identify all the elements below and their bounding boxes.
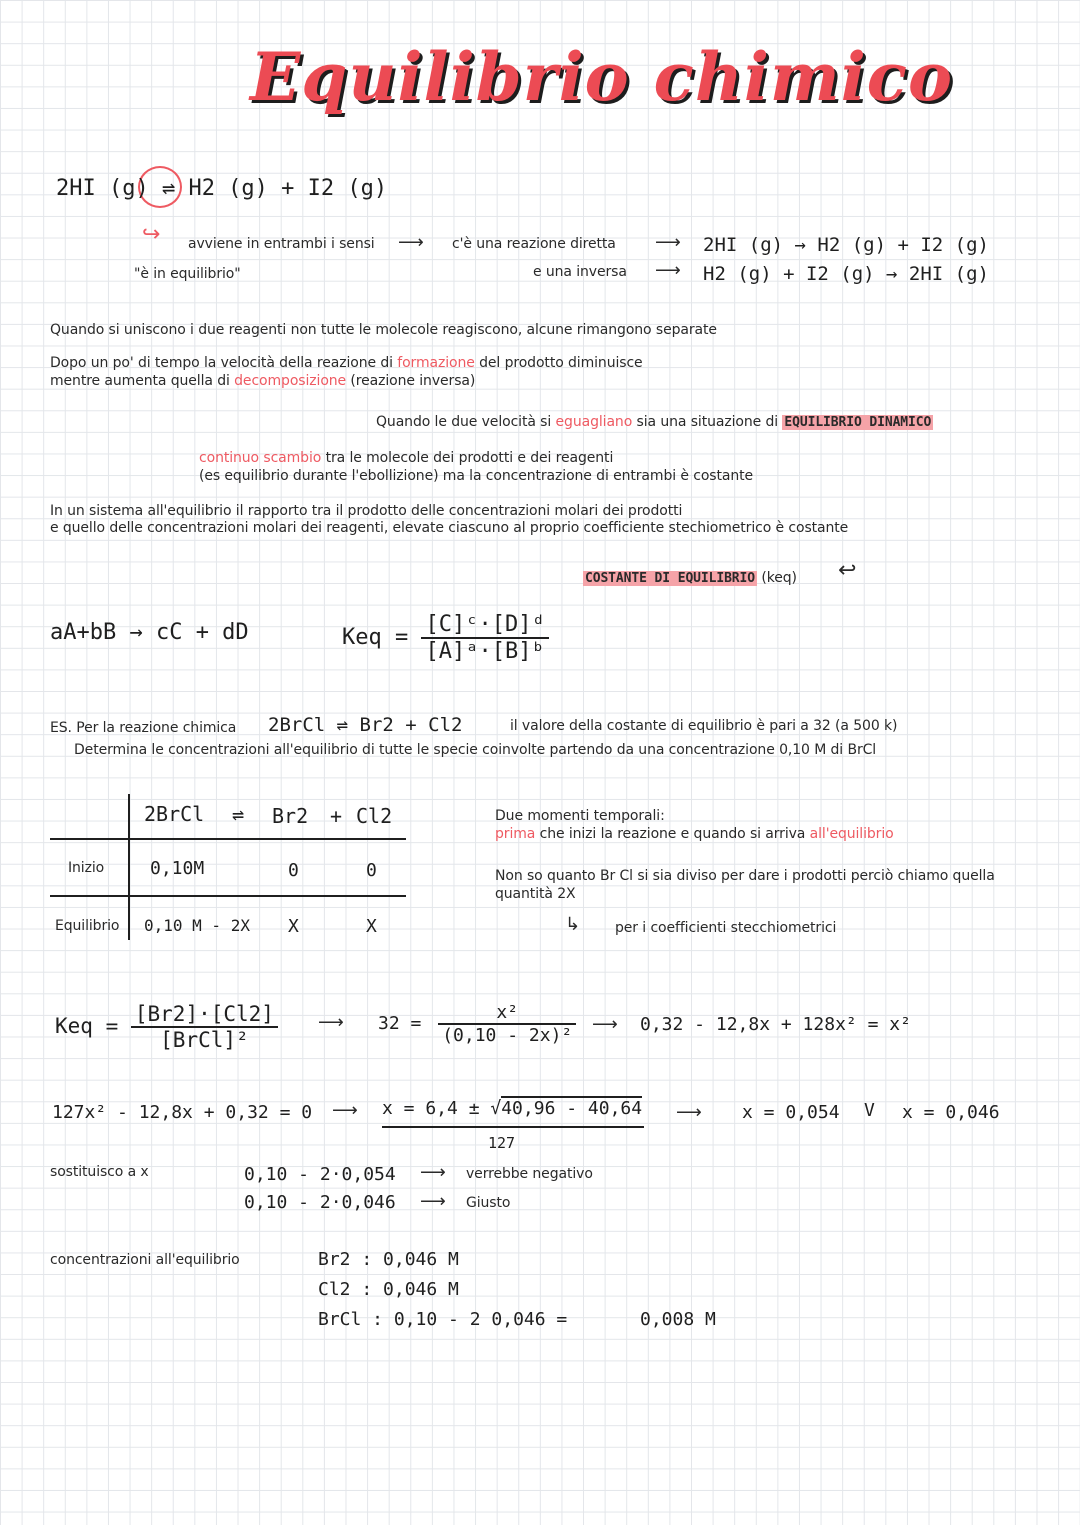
table-cell: X bbox=[366, 916, 377, 937]
direct-equation: 2HI (g) → H2 (g) + I2 (g) bbox=[703, 234, 989, 256]
highlight-dynamic-equilibrium: EQUILIBRIO DINAMICO bbox=[784, 415, 932, 430]
note-in-equilibrium: "è in equilibrio" bbox=[134, 266, 241, 282]
note-split-line1: Non so quanto Br Cl si sia diviso per dare i prodotti perciò chiamo quella bbox=[495, 868, 995, 884]
note-coefficients: per i coefficienti stecchiometrici bbox=[615, 920, 837, 936]
table-cell: 0,10M bbox=[150, 858, 205, 879]
final-br2: Br2 : 0,046 M bbox=[318, 1249, 459, 1270]
subst-result2: Giusto bbox=[466, 1195, 511, 1211]
check-mark: V bbox=[864, 1100, 875, 1121]
text: 32 = bbox=[378, 1013, 422, 1034]
subst-line1: 0,10 - 2·0,054 bbox=[244, 1164, 396, 1185]
text: (keq) bbox=[761, 570, 797, 586]
table-vertical-line bbox=[128, 794, 130, 940]
curved-arrow-icon: ↪ bbox=[142, 222, 161, 247]
root-a: x = 0,054 bbox=[742, 1102, 840, 1123]
table-header-br2: Br2 bbox=[272, 804, 309, 828]
highlight-decomposition: decomposizione bbox=[234, 373, 347, 389]
final-brcl: BrCl : 0,10 - 2 0,046 = bbox=[318, 1309, 568, 1330]
example-line2: Determina le concentrazioni all'equilibrio di tutte le specie coinvolte partendo da una concentrazione 0,10 M di BrCl bbox=[74, 742, 877, 758]
text: del prodotto diminuisce bbox=[474, 355, 643, 371]
numerator: x² bbox=[438, 1002, 576, 1025]
text: mentre aumenta quella di bbox=[50, 373, 235, 389]
text: Quando le due velocità si bbox=[376, 414, 556, 430]
general-reaction: aA+bB → cC + dD bbox=[50, 620, 249, 645]
root-b: x = 0,046 bbox=[902, 1102, 1000, 1123]
denominator: [A]ᵃ·[B]ᵇ bbox=[425, 639, 545, 664]
calc-expanded: 0,32 - 12,8x + 128x² = x² bbox=[640, 1014, 911, 1035]
arrow-icon: ⟶ bbox=[398, 232, 424, 253]
inverse-label: e una inversa bbox=[533, 264, 627, 280]
note-both-directions: avviene in entrambi i sensi bbox=[188, 236, 375, 252]
note-split-line2: quantità 2X bbox=[495, 886, 576, 902]
arrow-icon: ⟶ bbox=[420, 1162, 446, 1183]
table-row-label: Inizio bbox=[68, 860, 105, 876]
text: tra le molecole dei prodotti e dei reagenti bbox=[321, 450, 614, 466]
fraction bbox=[438, 1002, 576, 1046]
curved-arrow-icon: ↩ bbox=[838, 558, 857, 583]
arrow-icon: ⟶ bbox=[676, 1102, 702, 1123]
paragraph-exchange-line1 bbox=[199, 450, 613, 466]
note-temporal-title: Due momenti temporali: bbox=[495, 808, 665, 824]
hi-equation: 2HI (g) ⇌ H2 (g) + I2 (g) bbox=[56, 176, 388, 201]
text: x = 6,4 ± √ bbox=[382, 1098, 502, 1119]
example-suffix: il valore della costante di equilibrio è pari a 32 (a 500 k) bbox=[510, 718, 898, 734]
table-header-arrow: ⇌ bbox=[232, 802, 245, 826]
final-cl2: Cl2 : 0,046 M bbox=[318, 1279, 459, 1300]
highlight-exchange: continuo scambio bbox=[199, 450, 322, 466]
calc-quadratic: 127x² - 12,8x + 0,32 = 0 bbox=[52, 1102, 313, 1123]
arrow-icon: ⟶ bbox=[592, 1014, 618, 1035]
final-brcl-value: 0,008 M bbox=[640, 1309, 716, 1330]
denominator: (0,10 - 2x)² bbox=[442, 1025, 573, 1046]
text: sia una situazione di bbox=[632, 414, 783, 430]
denominator: [BrCl]² bbox=[160, 1028, 249, 1052]
table-cell: 0 bbox=[288, 860, 299, 881]
subst-result1: verrebbe negativo bbox=[466, 1166, 593, 1182]
keq-label bbox=[583, 570, 797, 586]
numerator: [C]ᶜ·[D]ᵈ bbox=[421, 612, 548, 639]
calc-solution-den: 127 bbox=[488, 1134, 516, 1152]
arrow-icon: ⟶ bbox=[420, 1191, 446, 1212]
highlight-equilibrium: all'equilibrio bbox=[809, 826, 894, 842]
table-horizontal-line bbox=[50, 895, 406, 897]
direct-label: c'è una reazione diretta bbox=[452, 236, 616, 252]
page-title: Equilibrio chimico bbox=[250, 38, 954, 116]
text: Dopo un po' di tempo la velocità della reazione di bbox=[50, 355, 398, 371]
fraction-bar bbox=[382, 1126, 644, 1128]
fraction bbox=[131, 1002, 278, 1052]
final-label: concentrazioni all'equilibrio bbox=[50, 1252, 240, 1268]
calc-solution bbox=[382, 1098, 642, 1119]
paragraph-dynamic-equilibrium bbox=[376, 414, 933, 430]
table-horizontal-line bbox=[50, 838, 406, 840]
paragraph-speed-line2 bbox=[50, 373, 475, 389]
table-cell: X bbox=[288, 916, 299, 937]
calc-keq bbox=[55, 1002, 278, 1052]
subst-label: sostituisco a x bbox=[50, 1164, 149, 1180]
numerator: [Br2]·[Cl2] bbox=[131, 1002, 278, 1028]
table-header-plus: + bbox=[330, 804, 343, 828]
table-header-brcl: 2BrCl bbox=[144, 802, 205, 826]
paragraph-ratio-line2: e quello delle concentrazioni molari dei reagenti, elevate ciascuno al proprio coefficiente stechiometrico è costante bbox=[50, 520, 849, 536]
arrow-icon: ↳ bbox=[565, 914, 581, 935]
fraction bbox=[421, 612, 548, 664]
example-prefix: ES. Per la reazione chimica bbox=[50, 720, 237, 736]
subst-line2: 0,10 - 2·0,046 bbox=[244, 1192, 396, 1213]
paragraph-molecules: Quando si uniscono i due reagenti non tutte le molecole reagiscono, alcune rimangono separate bbox=[50, 322, 717, 338]
note-temporal-line bbox=[495, 826, 894, 842]
arrow-icon: ⟶ bbox=[332, 1100, 358, 1121]
general-keq bbox=[342, 612, 549, 664]
text: Keq = bbox=[55, 1014, 119, 1038]
table-header-cl2: Cl2 bbox=[356, 804, 393, 828]
text: che inizi la reazione e quando si arriva bbox=[535, 826, 810, 842]
arrow-icon: ⟶ bbox=[655, 260, 681, 281]
highlight-prima: prima bbox=[495, 826, 536, 842]
text: Keq = bbox=[342, 625, 409, 650]
highlight-formation: formazione bbox=[397, 355, 475, 371]
paragraph-speed-line1 bbox=[50, 355, 643, 371]
table-row-label: Equilibrio bbox=[55, 918, 120, 934]
arrow-icon: ⟶ bbox=[655, 232, 681, 253]
highlight-keq: COSTANTE DI EQUILIBRIO bbox=[585, 571, 755, 586]
arrow-icon: ⟶ bbox=[318, 1012, 344, 1033]
paragraph-ratio-line1: In un sistema all'equilibrio il rapporto tra il prodotto delle concentrazioni molari dei prodotti bbox=[50, 503, 683, 519]
paragraph-exchange-line2: (es equilibrio durante l'ebollizione) ma la concentrazione di entrambi è costante bbox=[199, 468, 754, 484]
highlight-equal: eguagliano bbox=[555, 414, 633, 430]
table-cell: 0 bbox=[366, 860, 377, 881]
radicand: 40,96 - 40,64 bbox=[501, 1098, 643, 1119]
table-cell: 0,10 M - 2X bbox=[144, 916, 250, 935]
text: (reazione inversa) bbox=[346, 373, 476, 389]
example-reaction: 2BrCl ⇌ Br2 + Cl2 bbox=[268, 714, 463, 736]
calc-32 bbox=[378, 1002, 576, 1046]
inverse-equation: H2 (g) + I2 (g) → 2HI (g) bbox=[703, 263, 989, 285]
